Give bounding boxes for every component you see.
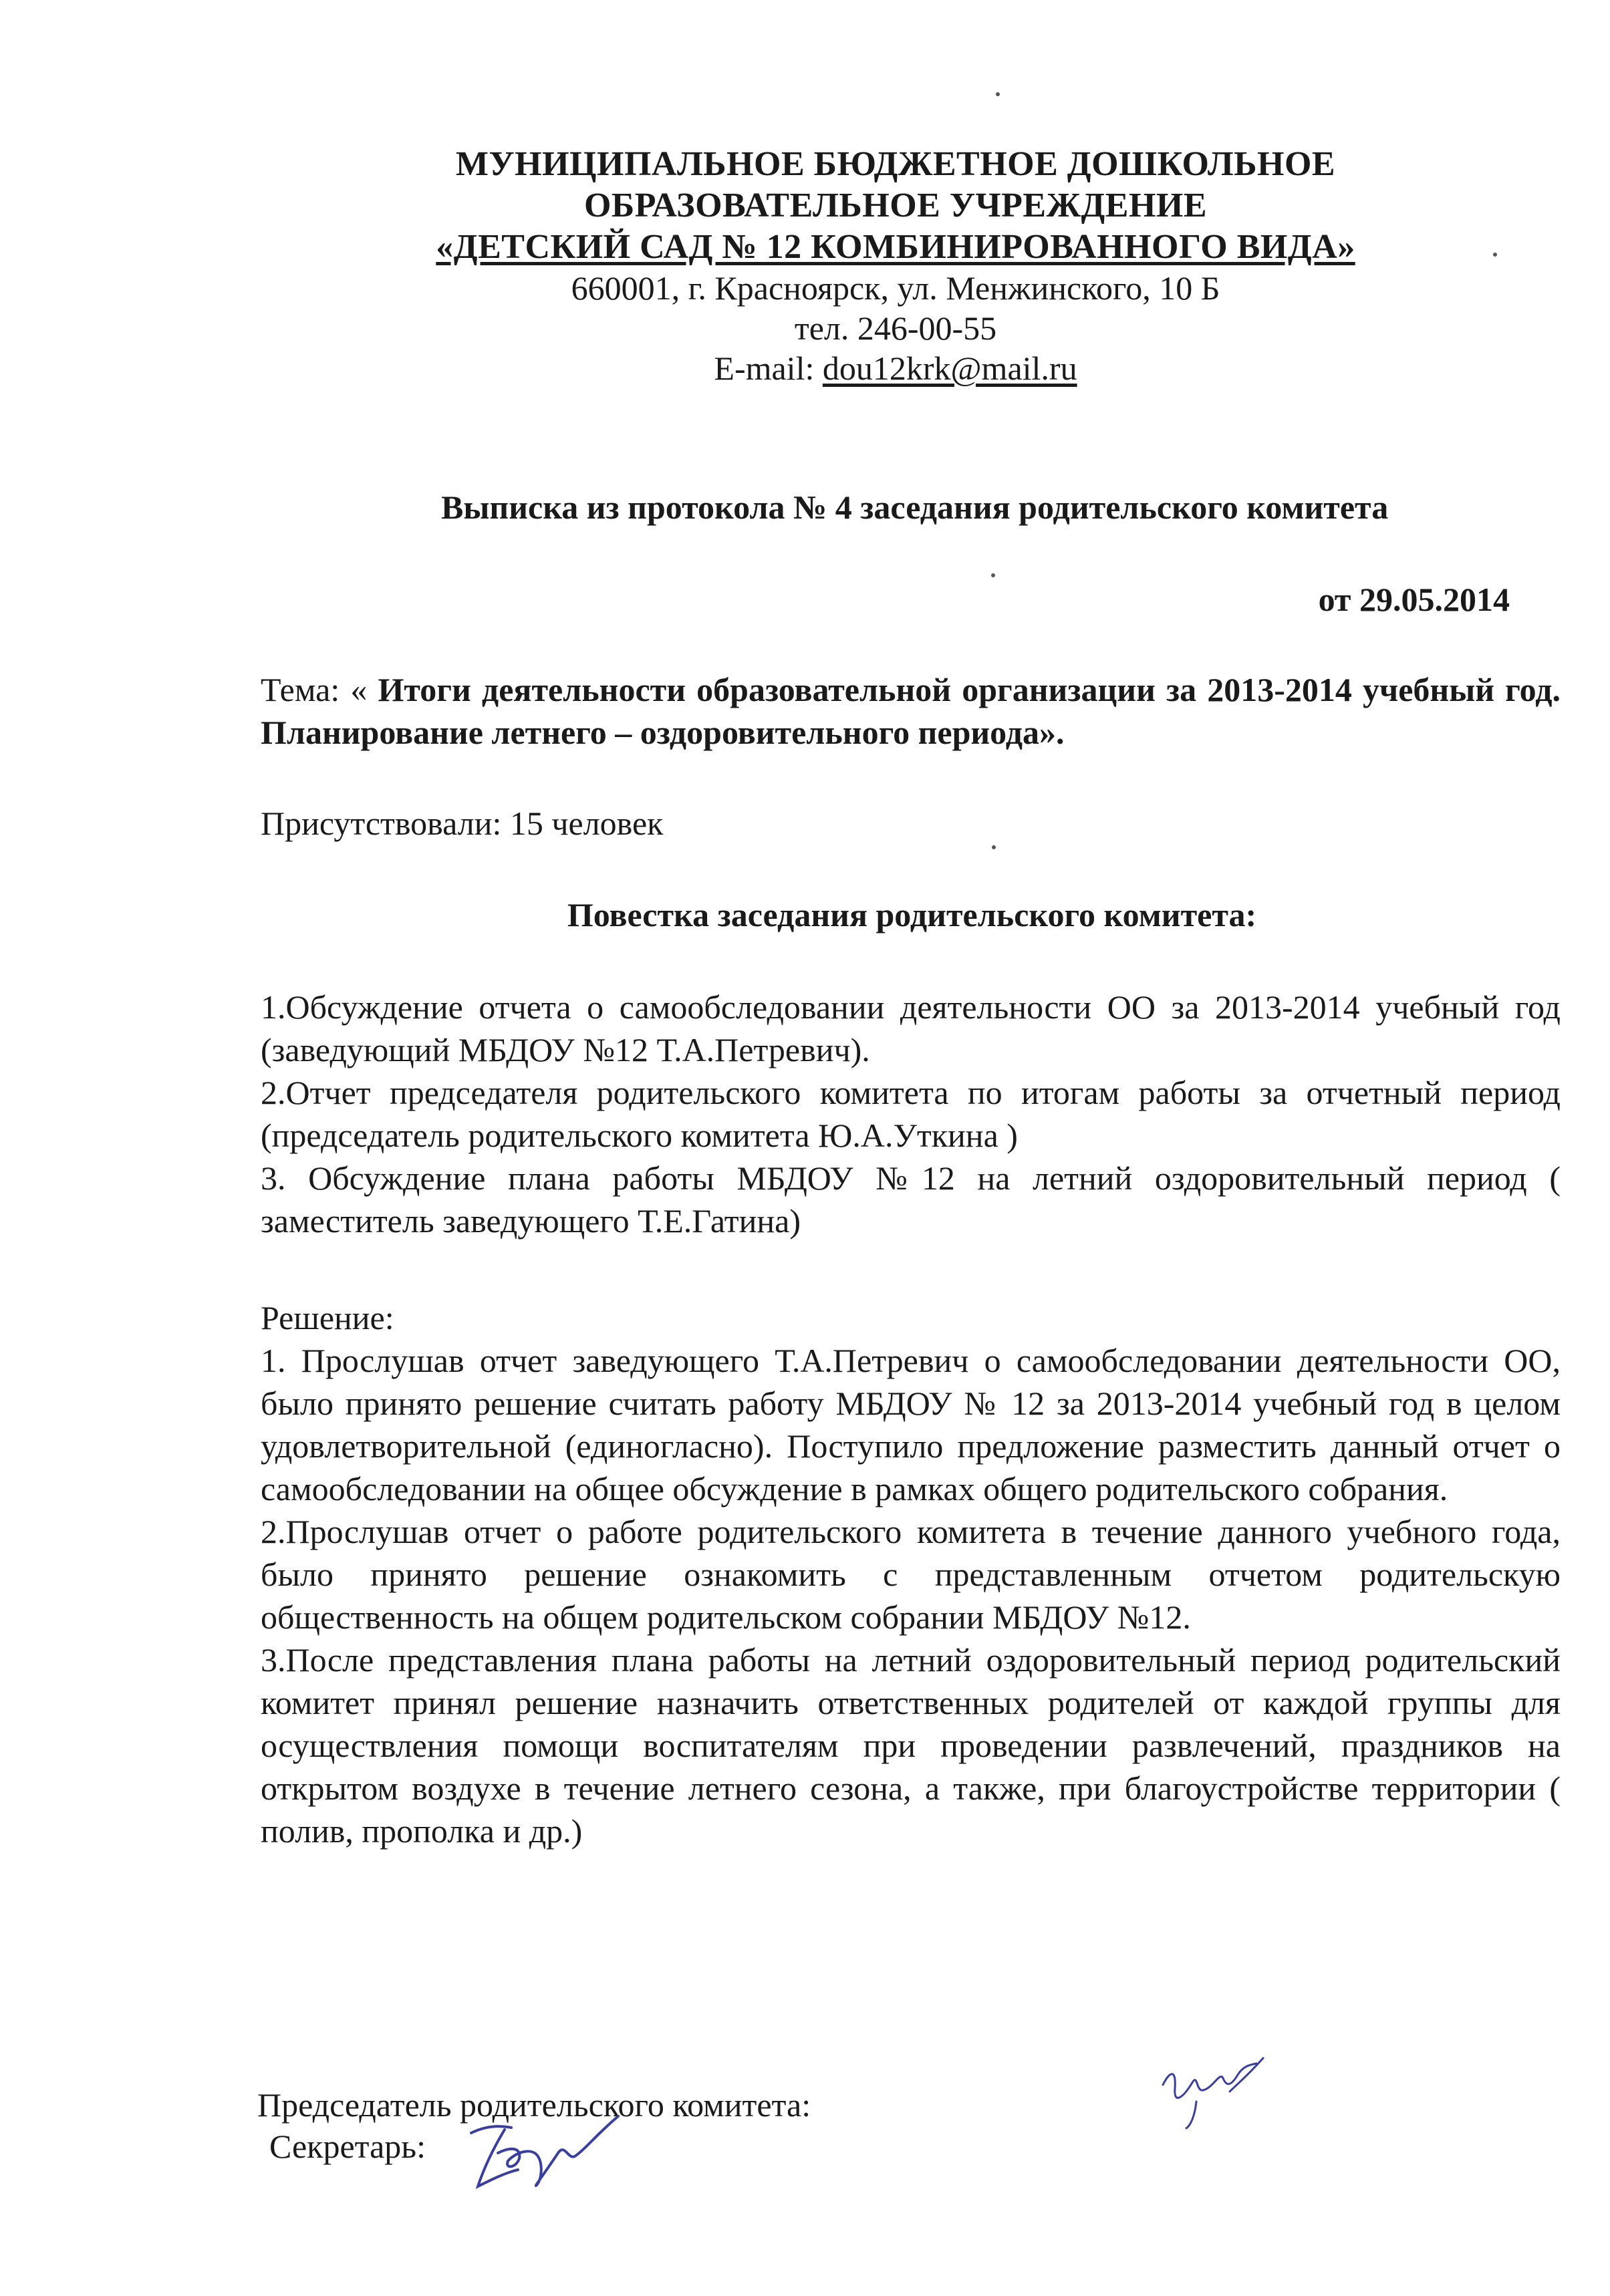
chairman-label: Председатель родительского комитета: — [257, 2086, 811, 2124]
email-link[interactable]: dou12krk@mail.ru — [822, 349, 1077, 387]
decision-section — [261, 1296, 1561, 1852]
org-name-line-1: МУНИЦИПАЛЬНОЕ БЮДЖЕТНОЕ ДОШКОЛЬНОЕ — [455, 145, 1336, 183]
scan-speck — [991, 573, 995, 577]
signatures-block — [257, 2085, 811, 2168]
secretary-signature-row — [257, 2126, 811, 2168]
org-name-line-2: ОБРАЗОВАТЕЛЬНОЕ УЧРЕЖДЕНИЕ — [583, 186, 1208, 225]
org-name-line-3: «ДЕТСКИЙ САД № 12 КОМБИНИРОВАННОГО ВИДА» — [436, 228, 1355, 266]
email-label: E-mail: — [714, 349, 823, 387]
decision-heading: Решение: — [261, 1299, 394, 1336]
org-phone: тел. 246-00-55 — [794, 309, 997, 347]
agenda-heading: Повестка заседания родительского комитета: — [567, 896, 1257, 934]
chairman-signature-icon — [1156, 2051, 1277, 2132]
organization-header — [241, 144, 1551, 388]
agenda-item: 2.Отчет председателя родительского комитета по итогам работы за отчетный период (председатель родительского комитета Ю.А.Уткина ) — [261, 1074, 1561, 1154]
secretary-label: Секретарь: — [269, 2128, 426, 2165]
scan-speck — [996, 92, 1000, 96]
document-title: Выписка из протокола № 4 заседания родительского комитета — [441, 488, 1389, 526]
org-address: 660001, г. Красноярск, ул. Менжинского, 10 Б — [571, 269, 1220, 307]
agenda-list — [261, 986, 1561, 1242]
meeting-topic — [261, 668, 1561, 754]
agenda-item: 3. Обсуждение плана работы МБДОУ №12 на летний оздоровительный период ( заместитель заведующего Т.Е.Гатина) — [261, 1159, 1561, 1240]
decision-item: 3.После представления плана работы на летний оздоровительный период родительский комитет принял решение назначить ответственных родителей от каждой группы для осуществления помощи воспитателям при проведении развлечений, праздников на открытом воздухе в течение летнего сезона, а также, при благоустройстве территории ( полив, прополка и др.) — [261, 1641, 1561, 1850]
decision-item: 2.Прослушав отчет о работе родительского комитета в течение данного учебного года, было принято решение ознакомить с представленным отчетом родительскую общественность на общем родительском собрании МБДОУ №12. — [261, 1513, 1561, 1636]
agenda-item: 1.Обсуждение отчета о самообследовании деятельности ОО за 2013-2014 учебный год (заведующий МБДОУ №12 Т.А.Петревич). — [261, 988, 1561, 1068]
attendance: Присутствовали: 15 человек — [261, 805, 664, 842]
decision-item: 1. Прослушав отчет заведующего Т.А.Петревич о самообследовании деятельности ОО, было принято решение считать работу МБДОУ № 12 за 2013-2014 учебный год в целом удовлетворительной (единогласно). Поступило предложение разместить данный отчет о самообследовании на общее обсуждение в рамках общего родительского собрания. — [261, 1342, 1561, 1508]
topic-label: Тема: « — [261, 671, 378, 708]
scan-speck — [992, 845, 996, 849]
document-date: от 29.05.2014 — [1318, 581, 1510, 618]
topic-value: Итоги деятельности образовательной организации за 2013-2014 учебный год. Планирование летнего – оздоровительного периода». — [261, 671, 1561, 751]
org-email — [241, 348, 1551, 388]
scan-speck — [1493, 253, 1497, 257]
secretary-signature-icon — [458, 2106, 625, 2206]
